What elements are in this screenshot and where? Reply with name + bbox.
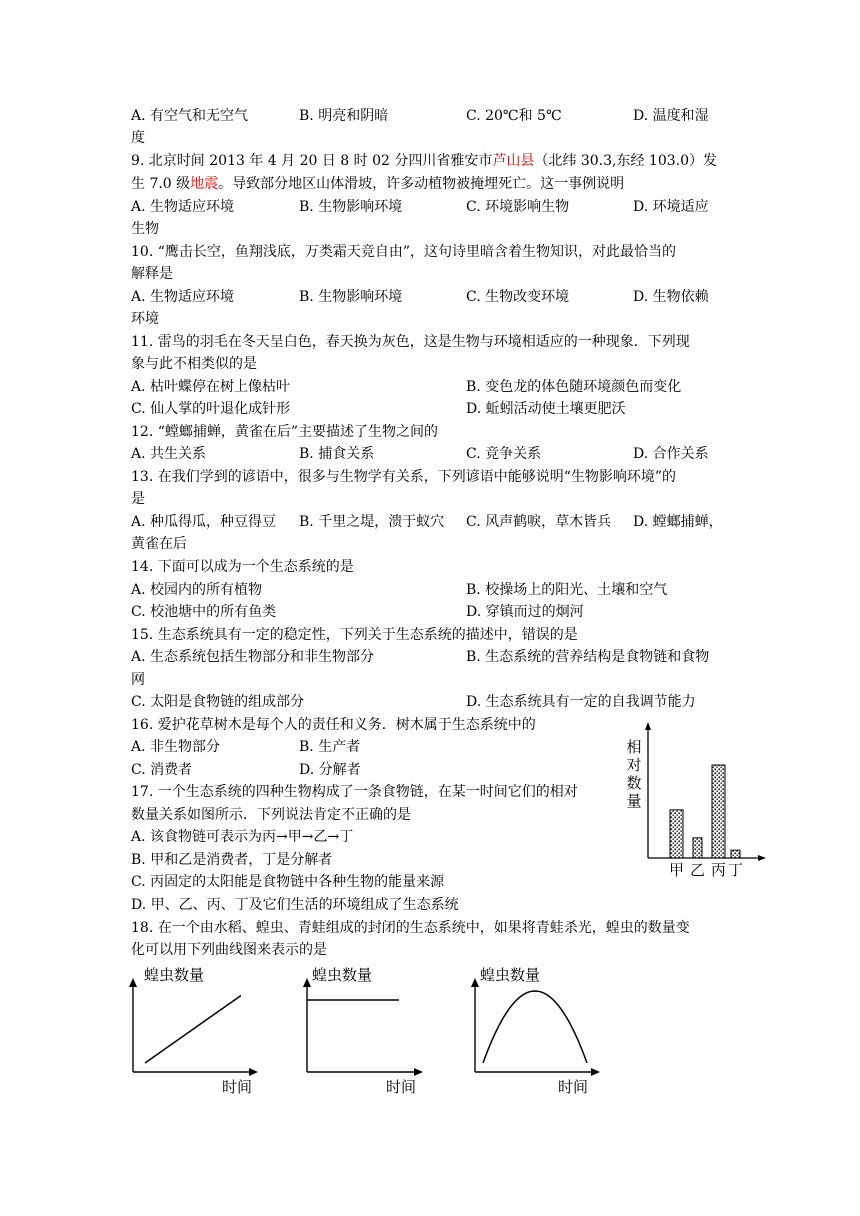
q17-option-c: C. 丙固定的太阳能是食物链中各种生物的能量来源 — [131, 874, 445, 890]
q11-line-1: 11. 雷鸟的羽毛在冬天呈白色，春天换为灰色，这是生物与环境相适应的一种现象．下列现 — [131, 334, 690, 350]
q9-option-b: B. 生物影响环境 — [299, 199, 403, 215]
q15-option-b: B. 生态系统的营养结构是食物链和食物 — [466, 649, 710, 665]
q15-option-b-cont: 网 — [131, 672, 145, 688]
y-axis-arrow-icon — [471, 978, 479, 987]
q14-option-b: B. 校操场上的阳光、土壤和空气 — [466, 582, 668, 598]
q13-option-b: B. 千里之堤，溃于蚁穴 — [299, 514, 445, 530]
q15-option-a: A. 生态系统包括生物部分和非生物部分 — [131, 649, 375, 665]
bar-label-丙: 丙 — [710, 861, 727, 879]
bar-丙 — [712, 765, 725, 858]
graph-3-xlabel: 时间 — [558, 1078, 589, 1094]
q8-option-c: C. 20℃和 5℃ — [466, 108, 562, 124]
q14-option-a: A. 校园内的所有植物 — [131, 582, 263, 598]
q10-option-b: B. 生物影响环境 — [299, 289, 403, 305]
q9-line-2: 生 7.0 级地震。导致部分地区山体滑坡，许多动植物被掩埋死亡。这一事例说明 — [131, 176, 625, 192]
q16-option-a: A. 非生物部分 — [131, 739, 221, 755]
q18-graph-2 — [292, 964, 442, 1094]
q12-option-c: C. 竞争关系 — [466, 446, 542, 462]
q18-graph-1 — [118, 964, 268, 1094]
q12-line-1: 12. “螳螂捕蝉，黄雀在后”主要描述了生物之间的 — [131, 424, 439, 440]
bar-label-甲: 甲 — [668, 861, 685, 879]
q13-line-1: 13. 在我们学到的谚语中，很多与生物学有关系，下列谚语中能够说明“生物影响环境”的 — [131, 469, 677, 485]
q18-line-2: 化可以用下列曲线图来表示的是 — [131, 942, 327, 958]
q11-option-a: A. 枯叶蝶停在树上像枯叶 — [131, 379, 291, 395]
graph-1-ylabel: 蝗虫数量 — [144, 966, 205, 984]
q17-option-b: B. 甲和乙是消费者，丁是分解者 — [131, 852, 333, 868]
q14-line-1: 14. 下面可以成为一个生态系统的是 — [131, 559, 354, 575]
q12-option-d: D. 合作关系 — [633, 446, 709, 462]
q17-option-a: A. 该食物链可表示为丙→甲→乙→丁 — [131, 829, 354, 845]
y-axis-arrow-icon — [645, 722, 651, 730]
y-axis-arrow-icon — [129, 978, 137, 987]
graph-1-xlabel: 时间 — [222, 1078, 253, 1094]
bar-甲 — [670, 810, 683, 858]
q13-option-a: A. 种瓜得瓜，种豆得豆 — [131, 514, 277, 530]
x-axis-arrow-icon — [414, 1068, 423, 1076]
q10-option-d: D. 生物依赖 — [633, 289, 709, 305]
q9-option-d-cont: 生物 — [131, 221, 159, 237]
q13-option-d-cont: 黄雀在后 — [131, 536, 187, 552]
x-axis-arrow-icon — [591, 1068, 600, 1076]
q11-option-c: C. 仙人掌的叶退化成针形 — [131, 401, 291, 417]
bar-丁 — [731, 850, 740, 858]
q18-graph-3 — [460, 964, 610, 1094]
q14-option-d: D. 穿镇而过的炯河 — [466, 604, 584, 620]
q15-option-d: D. 生态系统具有一定的自我调节能力 — [466, 694, 696, 710]
q13-line-2: 是 — [131, 491, 145, 507]
q14-option-c: C. 校池塘中的所有鱼类 — [131, 604, 277, 620]
graph-2-xlabel: 时间 — [386, 1078, 417, 1094]
q15-line-1: 15. 生态系统具有一定的稳定性，下列关于生态系统的描述中，错误的是 — [131, 627, 578, 643]
q10-option-c: C. 生物改变环境 — [466, 289, 570, 305]
q12-option-a: A. 共生关系 — [131, 446, 207, 462]
q16-option-b: B. 生产者 — [299, 739, 361, 755]
q18-line-1: 18. 在一个由水稻、蝗虫、青蛙组成的封闭的生态系统中，如果将青蛙杀光，蝗虫的数量变 — [131, 920, 690, 936]
q17-line-1: 17. 一个生态系统的四种生物构成了一条食物链，在某一时间它们的相对 — [131, 784, 578, 800]
q10-option-a: A. 生物适应环境 — [131, 289, 235, 305]
q17-bar-chart — [618, 720, 770, 882]
bar-label-丁: 丁 — [727, 861, 744, 879]
q9-option-c: C. 环境影响生物 — [466, 199, 570, 215]
y-axis-label: 相对数量 — [626, 738, 642, 810]
q11-option-d: D. 蚯蚓活动使土壤更肥沃 — [466, 401, 626, 417]
q8-option-a: A. 有空气和无空气 — [131, 108, 249, 124]
q9-option-d: D. 环境适应 — [633, 199, 709, 215]
graph-2-ylabel: 蝗虫数量 — [312, 966, 373, 984]
graph-3-line — [483, 991, 587, 1063]
q11-line-2: 象与此不相类似的是 — [131, 356, 257, 372]
q9-line-1: 9. 北京时间 2013 年 4 月 20 日 8 时 02 分四川省雅安市芦山县（北纬 30.3,东经 103.0）发 — [131, 153, 717, 169]
q8-option-b: B. 明亮和阴暗 — [299, 108, 389, 124]
graph-1-line — [145, 996, 241, 1064]
q13-option-c: C. 风声鹤唳，草木皆兵 — [466, 514, 612, 530]
y-axis-arrow-icon — [303, 978, 311, 987]
q13-option-d: D. 螳螂捕蝉， — [633, 514, 723, 530]
bar-乙 — [693, 838, 702, 858]
q8-option-d: D. 温度和湿 — [633, 108, 709, 124]
q17-line-2: 数量关系如图所示．下列说法肯定不正确的是 — [131, 807, 411, 823]
q10-line-2: 解释是 — [131, 266, 173, 282]
q15-option-c: C. 太阳是食物链的组成部分 — [131, 694, 305, 710]
q17-option-d: D. 甲、乙、丙、丁及它们生活的环境组成了生态系统 — [131, 897, 459, 913]
x-axis-arrow-icon — [758, 855, 766, 861]
q12-option-b: B. 捕食关系 — [299, 446, 375, 462]
q16-option-c: C. 消费者 — [131, 762, 193, 778]
q8-option-d-cont: 度 — [131, 130, 145, 146]
x-axis-arrow-icon — [249, 1068, 258, 1076]
q10-option-d-cont: 环境 — [131, 311, 159, 327]
graph-3-ylabel: 蝗虫数量 — [480, 966, 541, 984]
q10-line-1: 10. “鹰击长空，鱼翔浅底，万类霜天竞自由”，这句诗里暗含着生物知识，对此最恰当的 — [131, 244, 677, 260]
q9-option-a: A. 生物适应环境 — [131, 199, 235, 215]
q16-option-d: D. 分解者 — [299, 762, 361, 778]
q16-line-1: 16. 爱护花草树木是每个人的责任和义务．树木属于生态系统中的 — [131, 717, 536, 733]
q11-option-b: B. 变色龙的体色随环境颜色而变化 — [466, 379, 682, 395]
bar-label-乙: 乙 — [689, 861, 706, 879]
